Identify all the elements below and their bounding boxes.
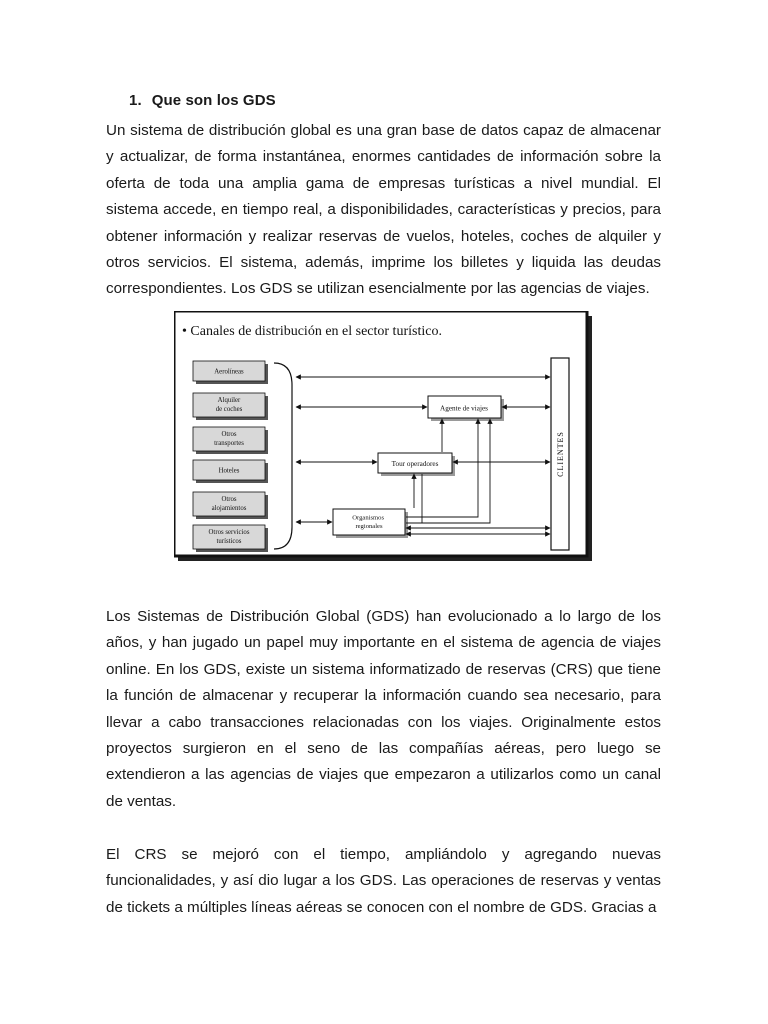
section-title: Que son los GDS <box>151 92 276 109</box>
agente-label: Agente de viajes <box>440 404 488 413</box>
provider-label: Otros alojamientos <box>211 496 247 512</box>
distribution-channels-diagram <box>174 311 592 561</box>
provider-box <box>193 525 268 552</box>
provider-label: Otros transportes <box>214 431 244 447</box>
paragraph-gds-evolution: Los Sistemas de Distribución Global (GDS) han evolucionado a lo largo de los años, y han jugado un papel muy importante en el sistema de agencia de viajes online. En los GDS, existe un sistema informatizado de reservas (CRS) que tiene la función de almacenar y recuperar la información cuando sea necesario, para llevar a cabo transacciones relacionadas con los viajes. Originalmente estos proyectos surgieron en el seno de las compañías aéreas, pero luego se extendieron a las agencias de viajes que empezaron a utilizarlos como un canal de ventas. <box>106 608 661 810</box>
diagram-title: • Canales de distribución en el sector turístico. <box>182 324 442 339</box>
provider-box <box>193 393 268 420</box>
provider-label: Aerolíneas <box>214 368 244 376</box>
provider-box <box>193 427 268 454</box>
provider-box <box>193 361 268 384</box>
provider-label: Otros servicios turísticos <box>208 529 250 545</box>
distribution-channels-figure <box>174 311 592 561</box>
paragraph-crs-improvement: El CRS se mejoró con el tiempo, ampliándolo y agregando nuevas funcionalidades, y así dio lugar a los GDS. Las operaciones de reservas y ventas de tickets a múltiples líneas aéreas se conocen con el nombre de GDS. Gracias a <box>106 846 661 916</box>
clientes-label: CLIENTES <box>556 431 565 477</box>
provider-label: Alquiler de coches <box>215 397 243 413</box>
provider-box <box>193 492 268 519</box>
provider-box <box>193 460 268 483</box>
organismos-box <box>333 509 405 535</box>
section-number: 1. <box>129 92 142 109</box>
section-heading <box>129 92 276 109</box>
paragraph-gds-definition: Un sistema de distribución global es una gran base de datos capaz de almacenar y actualizar, de forma instantánea, enormes cantidades de información sobre la oferta de toda una amplia gama de empresas turísticas a nivel mundial. El sistema accede, en tiempo real, a disponibilidades, características y precios, para obtener información y realizar reservas de vuelos, hoteles, coches de alquiler y otros servicios. El sistema, además, imprime los billetes y liquida las deudas correspondientes. Los GDS se utilizan esencialmente por las agencias de viajes. <box>106 122 661 298</box>
organismos-label: Organismos regionales <box>352 514 385 530</box>
provider-label: Hoteles <box>218 467 240 475</box>
tour-label: Tour operadores <box>391 460 439 468</box>
